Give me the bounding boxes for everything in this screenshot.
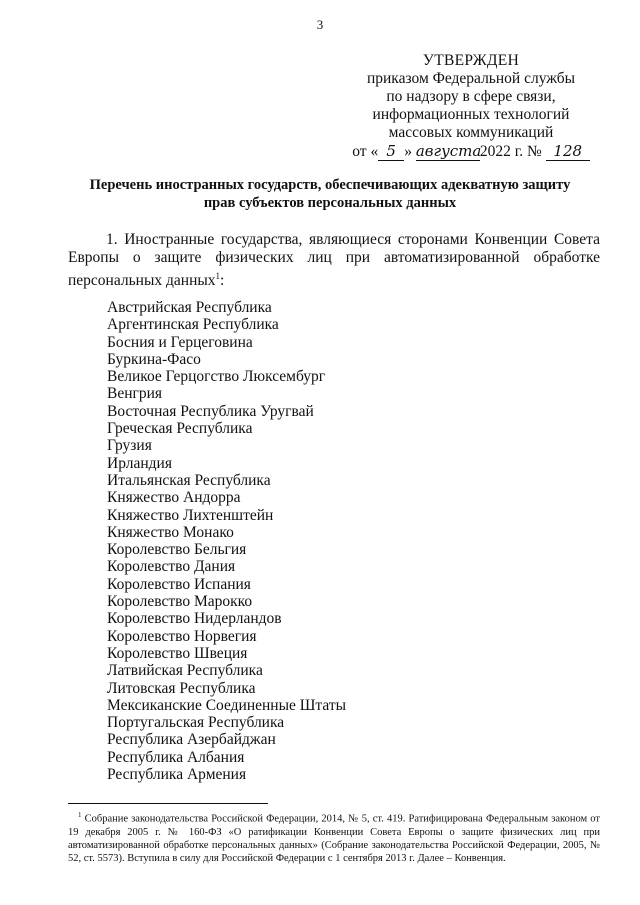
country-item: Королевство Бельгия [107, 541, 247, 559]
approval-line-2: по надзору в сфере связи, [386, 88, 556, 105]
country-item: Буркина-Фасо [107, 350, 201, 368]
approval-line-1: приказом Федеральной службы [366, 70, 576, 87]
country-item: Аргентинская Республика [107, 316, 279, 334]
country-item: Восточная Республика Уругвай [107, 402, 314, 420]
footnote-reference: 1 [215, 271, 221, 281]
country-item: Республика Азербайджан [107, 731, 276, 749]
country-item: Королевство Дания [107, 558, 236, 576]
intro-text: 1. Иностранные государства, являющиеся сторонами Конвенции Совета Европы о защите физических лиц при автоматизированной обработке персональных данных [68, 231, 600, 290]
country-item: Королевство Испания [107, 575, 251, 593]
country-item: Королевство Марокко [107, 593, 253, 611]
country-item: Королевство Нидерландов [107, 610, 282, 628]
footnote-marker: 1 [78, 811, 82, 819]
intro-suffix: : [220, 272, 225, 290]
approval-stamp [340, 52, 602, 161]
country-item: Латвийская Республика [107, 662, 263, 680]
page-number: 3 [316, 17, 324, 32]
country-item: Грузия [107, 437, 152, 455]
country-list [107, 299, 346, 783]
footnote-divider [68, 803, 268, 804]
date-mid: » [404, 143, 412, 160]
country-item: Княжество Андорра [107, 489, 241, 507]
country-item: Королевство Швеция [107, 644, 248, 662]
country-item: Республика Армения [107, 766, 247, 784]
country-item: Австрийская Республика [107, 299, 272, 316]
country-item: Босния и Герцеговина [107, 333, 253, 351]
country-item: Великое Герцогство Люксембург [107, 368, 326, 386]
footnote-text: Собрание законодательства Российской Федерации, 2014, № 5, ст. 419. Ратифицирована Федеральным законом от 19 декабря 2005 г. № 160-ФЗ «О ратификации Конвенции Совета Европы о защите физических лиц при автоматизированной обработке персональных данных» (Собрание законодательства Российской Федерации, 2005, № 52, ст. 5573). Вступила в силу для Российской Федерации с 1 сентября 2013 г. Далее – Конвенция. [68, 813, 601, 864]
approval-line-4: массовых коммуникаций [388, 124, 554, 141]
approval-title: УТВЕРЖДЕН [422, 52, 520, 69]
footnote [68, 809, 600, 865]
year-text: 2022 г. № [479, 143, 542, 160]
country-item: Королевство Норвегия [107, 627, 257, 645]
handwritten-day: 5 [378, 142, 404, 161]
handwritten-order-number: 128 [546, 142, 590, 161]
intro-paragraph [68, 231, 600, 290]
country-item: Республика Албания [107, 748, 245, 766]
country-item: Княжество Монако [107, 523, 234, 541]
country-item: Княжество Лихтенштейн [107, 506, 274, 524]
country-item: Греческая Республика [107, 420, 253, 438]
handwritten-month: августа [415, 142, 482, 160]
date-prefix: от « [352, 143, 379, 160]
approval-date-line [340, 142, 602, 161]
approval-line-3: информационных технологий [372, 106, 570, 123]
country-item: Мексиканские Соединенные Штаты [107, 696, 347, 714]
title-line-1: Перечень иностранных государств, обеспечивающих адекватную защиту [89, 177, 571, 193]
country-item: Итальянская Республика [107, 471, 271, 489]
country-item: Ирландия [107, 454, 172, 472]
country-item: Португальская Республика [107, 714, 285, 732]
title-line-2: прав субъектов персональных данных [203, 195, 457, 211]
country-item: Венгрия [107, 385, 163, 403]
country-item: Литовская Республика [107, 679, 256, 697]
document-title [60, 176, 600, 212]
